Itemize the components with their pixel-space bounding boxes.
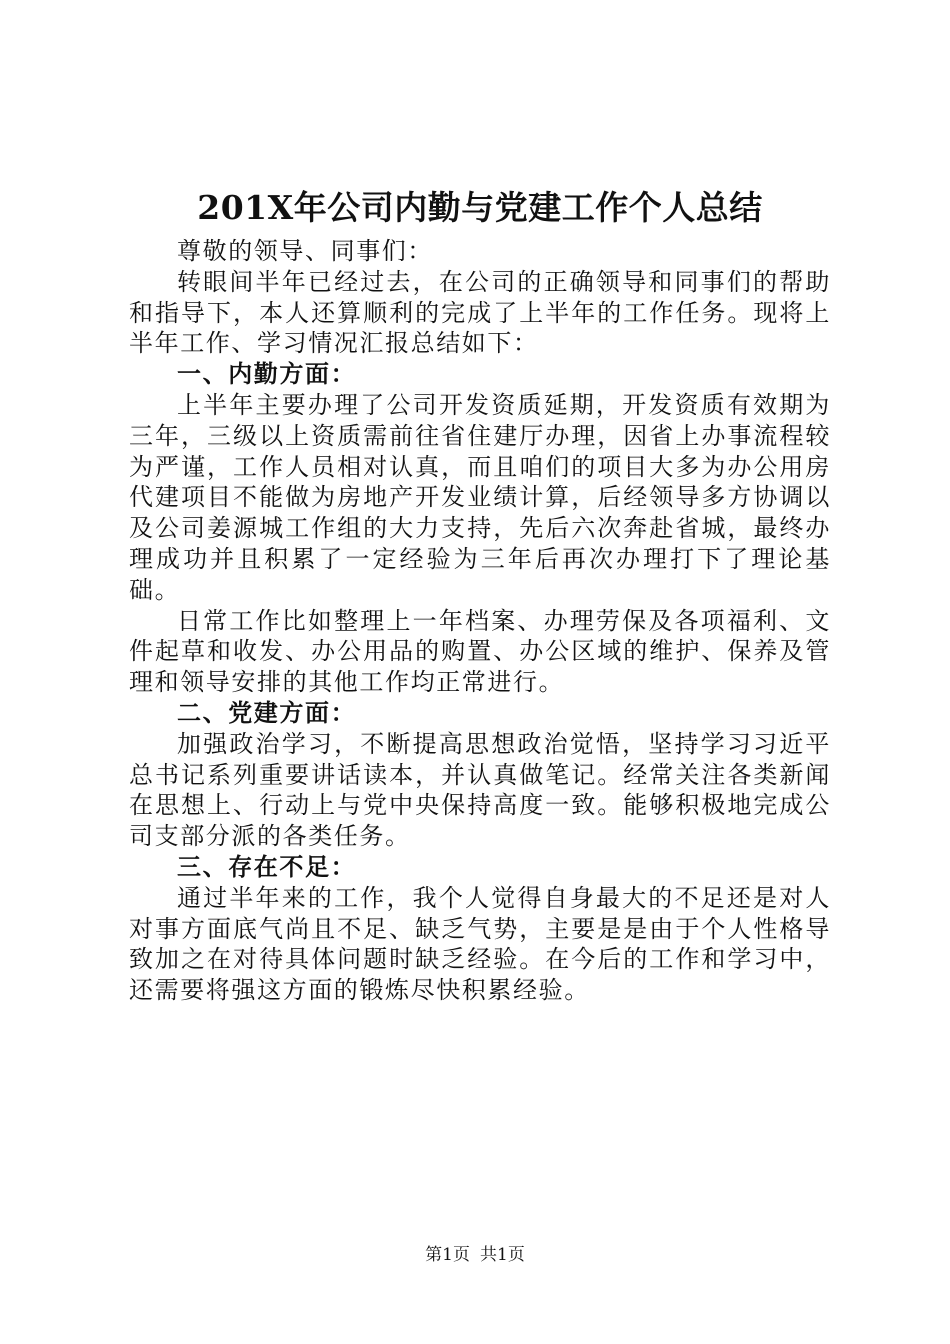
document-body — [129, 236, 831, 1006]
document-title: 201X年公司内勤与党建工作个人总结 — [197, 188, 763, 227]
section-paragraph: 通过半年来的工作，我个人觉得自身最大的不足还是对人对事方面底气尚且不足、缺乏气势，主要是是由于个人性格导致加之在对待具体问题时缺乏经验。在今后的工作和学习中，还需要将强这方面的锻炼尽快积累经验。 — [129, 883, 831, 1005]
section-heading-shortcomings: 三、存在不足： — [177, 851, 357, 881]
section-heading-logistics: 一、内勤方面： — [177, 359, 357, 389]
salutation: 尊敬的领导、同事们： — [177, 237, 433, 265]
page-footer — [0, 1243, 950, 1267]
section-paragraph: 上半年主要办理了公司开发资质延期，开发资质有效期为三年，三级以上资质需前往省住建厅办理，因省上办事流程较为严谨，工作人员相对认真，而且咱们的项目大多为办公用房代建项目不能做为房地产开发业绩计算，后经领导多方协调以及公司姜源城工作组的大力支持，先后六次奔赴省城，最终办理成功并且积累了一定经验为三年后再次办理打下了理论基础。 — [129, 390, 831, 604]
page-total: 共1页 — [480, 1245, 525, 1265]
section-paragraph: 加强政治学习，不断提高思想政治觉悟，坚持学习习近平总书记系列重要讲话读本，并认真做笔记。经常关注各类新闻在思想上、行动上与党中央保持高度一致。能够积极地完成公司支部分派的各类任务。 — [129, 729, 831, 851]
intro-paragraph: 转眼间半年已经过去，在公司的正确领导和同事们的帮助和指导下，本人还算顺利的完成了上半年的工作任务。现将上半年工作、学习情况汇报总结如下： — [129, 267, 831, 358]
page-number: 第1页 — [425, 1245, 470, 1265]
section-heading-party-building: 二、党建方面： — [177, 697, 357, 727]
section-paragraph: 日常工作比如整理上一年档案、办理劳保及各项福利、文件起草和收发、办公用品的购置、办公区域的维护、保养及管理和领导安排的其他工作均正常进行。 — [129, 606, 831, 697]
